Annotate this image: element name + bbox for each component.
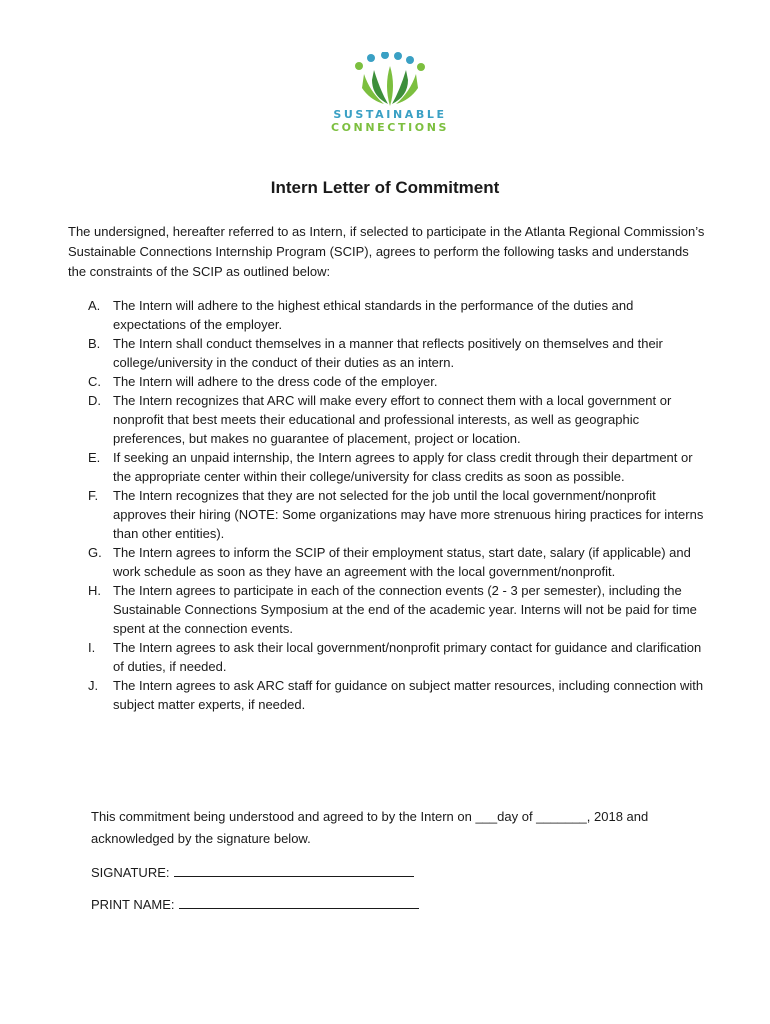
closing-paragraph: This commitment being understood and agreed to by the Intern on ___day of _______, 2018 and acknowledged by the signature below. bbox=[91, 809, 649, 846]
page-title: Intern Letter of Commitment bbox=[270, 178, 500, 197]
list-item-text: The Intern agrees to participate in each of the connection events (2 - 3 per semester), including the Sustainable Connections Symposium at the end of the academic year. Interns will not be paid for time spent at the connection events. bbox=[113, 583, 697, 636]
sustainable-connections-logo bbox=[320, 52, 460, 134]
signature-label: SIGNATURE: bbox=[91, 865, 170, 880]
list-marker: C. bbox=[88, 374, 101, 389]
list-item-text: The Intern will adhere to the highest ethical standards in the performance of the duties and expectations of the employer. bbox=[113, 298, 634, 332]
commitment-list bbox=[88, 296, 708, 714]
list-marker: J. bbox=[88, 678, 99, 693]
list-item-text: The Intern recognizes that ARC will make every effort to connect them with a local government or nonprofit that best meets their educational and professional interests, as well as geographic preferences, but makes no guarantee of placement, project or location. bbox=[113, 393, 672, 446]
list-item-text: The Intern recognizes that they are not selected for the job until the local government/nonprofit approves their hiring (NOTE: Some organizations may have more strenuous hiring practices for interns than other entities). bbox=[113, 488, 704, 541]
list-marker: I. bbox=[88, 640, 96, 655]
list-marker: H. bbox=[88, 583, 101, 598]
list-item bbox=[88, 296, 708, 334]
list-item-text: The Intern shall conduct themselves in a manner that reflects positively on themselves and their college/university in the conduct of their duties as an intern. bbox=[113, 336, 663, 370]
list-item bbox=[88, 486, 708, 543]
list-item bbox=[88, 676, 708, 714]
list-item bbox=[88, 581, 708, 638]
list-item-text: The Intern agrees to inform the SCIP of their employment status, start date, salary (if applicable) and work schedule as soon as they have an agreement with the local government/nonprofit. bbox=[113, 545, 691, 579]
print-name-row bbox=[91, 894, 419, 915]
list-marker: E. bbox=[88, 450, 101, 465]
signature-row bbox=[91, 862, 414, 883]
list-marker: G. bbox=[88, 545, 102, 560]
print-name-label: PRINT NAME: bbox=[91, 897, 175, 912]
list-item-text: If seeking an unpaid internship, the Intern agrees to apply for class credit through their department or the appropriate center within their college/university for class credits as soon as possible. bbox=[113, 450, 693, 484]
list-item bbox=[88, 638, 708, 676]
list-item-text: The Intern will adhere to the dress code of the employer. bbox=[113, 374, 438, 389]
list-item bbox=[88, 543, 708, 581]
print-name-line[interactable] bbox=[179, 894, 419, 909]
list-marker: A. bbox=[88, 298, 101, 313]
intro-paragraph: The undersigned, hereafter referred to as Intern, if selected to participate in the Atlanta Regional Commission’s Sustainable Connections Internship Program (SCIP), agrees to perform the following tasks and understands the constraints of the SCIP as outlined below: bbox=[68, 224, 705, 279]
list-item bbox=[88, 372, 708, 391]
list-item bbox=[88, 391, 708, 448]
logo-line-2: CONNECTIONS bbox=[330, 121, 450, 134]
signature-line[interactable] bbox=[174, 862, 414, 877]
list-marker: B. bbox=[88, 336, 101, 351]
logo-line-1: SUSTAINABLE bbox=[333, 108, 447, 121]
sprout-icon bbox=[350, 52, 430, 108]
list-marker: D. bbox=[88, 393, 101, 408]
list-item bbox=[88, 334, 708, 372]
list-item-text: The Intern agrees to ask ARC staff for guidance on subject matter resources, including connection with subject matter experts, if needed. bbox=[113, 678, 704, 712]
list-item-text: The Intern agrees to ask their local government/nonprofit primary contact for guidance and clarification of duties, if needed. bbox=[113, 640, 702, 674]
list-item bbox=[88, 448, 708, 486]
list-marker: F. bbox=[88, 488, 99, 503]
